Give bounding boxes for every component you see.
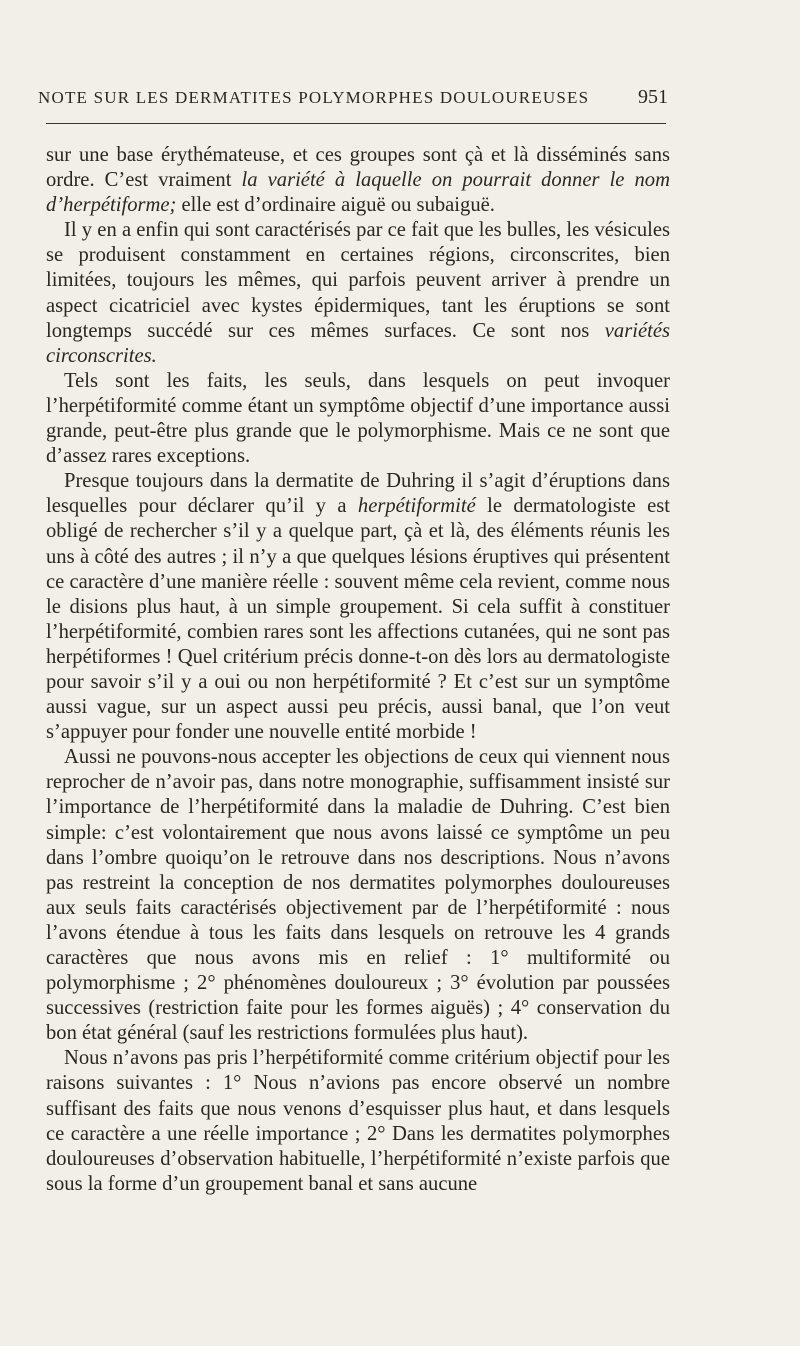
paragraph (46, 218, 670, 369)
italic-segment: variétés circonscrites. (46, 319, 670, 367)
running-header (38, 86, 668, 109)
text-segment: Il y en a enfin qui sont caractérisés par ce fait que les bulles, les vésicules se produisent constamment en certaines régions, circonscrites, bien limitées, toujours les mêmes, qui parfois peuvent arriver à prendre un aspect cicatriciel avec kystes épidermiques, tant les éruptions se sont longtemps succédé sur ces mêmes surfaces. Ce sont nos (46, 219, 670, 342)
italic-segment: herpétiformité (357, 495, 476, 518)
text-segment: Aussi ne pouvons-nous accepter les objections de ceux qui viennent nous reprocher de n’avoir pas, dans notre monographie, suffisamment insisté sur l’importance de l’herpétiformité dans la maladie de Duhring. C’est bien simple: c’est volontairement que nous avons laissé ce symptôme un peu dans l’ombre quoiqu’on le retrouve dans nos descriptions. Nous n’avons pas restreint la conception de nos dermatites polymorphes douloureuses aux seuls faits caractérisés objectivement par de l’herpétiformité : nous l’avons étendue à tous les faits dans lesquels on retrouve les 4 grands caractères que nous avons mis en relief : 1° multiformité ou polymorphisme ; 2° phénomènes douloureux ; 3° évolution par poussées successives (restriction faite pour les formes aiguës) ; 4° conservation du bon état général (sauf les restrictions formulées plus haut). (46, 746, 670, 1045)
text-segment: Tels sont les faits, les seuls, dans lesquels on peut invoquer l’herpétiformité comme étant un symptôme objectif d’une importance aussi grande, peut-être plus grande que le polymorphisme. Mais ce ne sont que d’assez rares exceptions. (46, 369, 670, 468)
paragraph (46, 745, 670, 1046)
italic-segment: la variété à laquelle on pourrait donner le nom d’herpétiforme; (46, 169, 670, 217)
text-segment: elle est d’ordinaire aiguë ou subaiguë. (176, 194, 495, 217)
text-segment: Presque toujours dans la dermatite de Duhring il s’agit d’éruptions dans lesquelles pour déclarer qu’il y a (46, 470, 670, 518)
paragraph (46, 1046, 670, 1197)
text-segment: le dermatologiste est obligé de rechercher s’il y a quelque part, çà et là, des éléments réunis les uns à côté des autres ; il n’y a que quelques lésions éruptives qui présentent ce caractère d’une manière réelle : souvent même cela revient, comme nous le disions plus haut, à un simple groupement. Si cela suffit à constituer l’herpétiformité, combien rares sont les affections cutanées, qui ne sont pas herpétiformes ! Quel critérium précis donne-t-on dès lors au dermatologiste pour savoir s’il y a oui ou non herpétiformité ? Et c’est sur un symptôme aussi vague, sur un aspect aussi peu précis, aussi banal, que l’on veut s’appuyer pour fonder une nouvelle entité morbide ! (46, 495, 670, 744)
text-segment: Nous n’avons pas pris l’herpétiformité comme critérium objectif pour les raisons suivantes : 1° Nous n’avions pas encore observé un nombre suffisant des faits que nous venons d’esquisser plus haut, et dans lesquels ce caractère a une réelle importance ; 2° Dans les dermatites polymorphes douloureuses d’observation habituelle, l’herpétiformité n’existe parfois que sous la forme d’un groupement banal et sans aucune (46, 1047, 670, 1195)
header-rule (46, 123, 666, 124)
running-title: NOTE SUR LES DERMATITES POLYMORPHES DOULOUREUSES (38, 88, 590, 107)
body-text (46, 143, 670, 1197)
paragraph (46, 143, 670, 218)
page-number: 951 (638, 86, 668, 108)
paragraph (46, 469, 670, 745)
text-segment: sur une base érythémateuse, et ces groupes sont çà et là disséminés sans ordre. C’est vraiment (46, 144, 670, 192)
paragraph (46, 369, 670, 469)
